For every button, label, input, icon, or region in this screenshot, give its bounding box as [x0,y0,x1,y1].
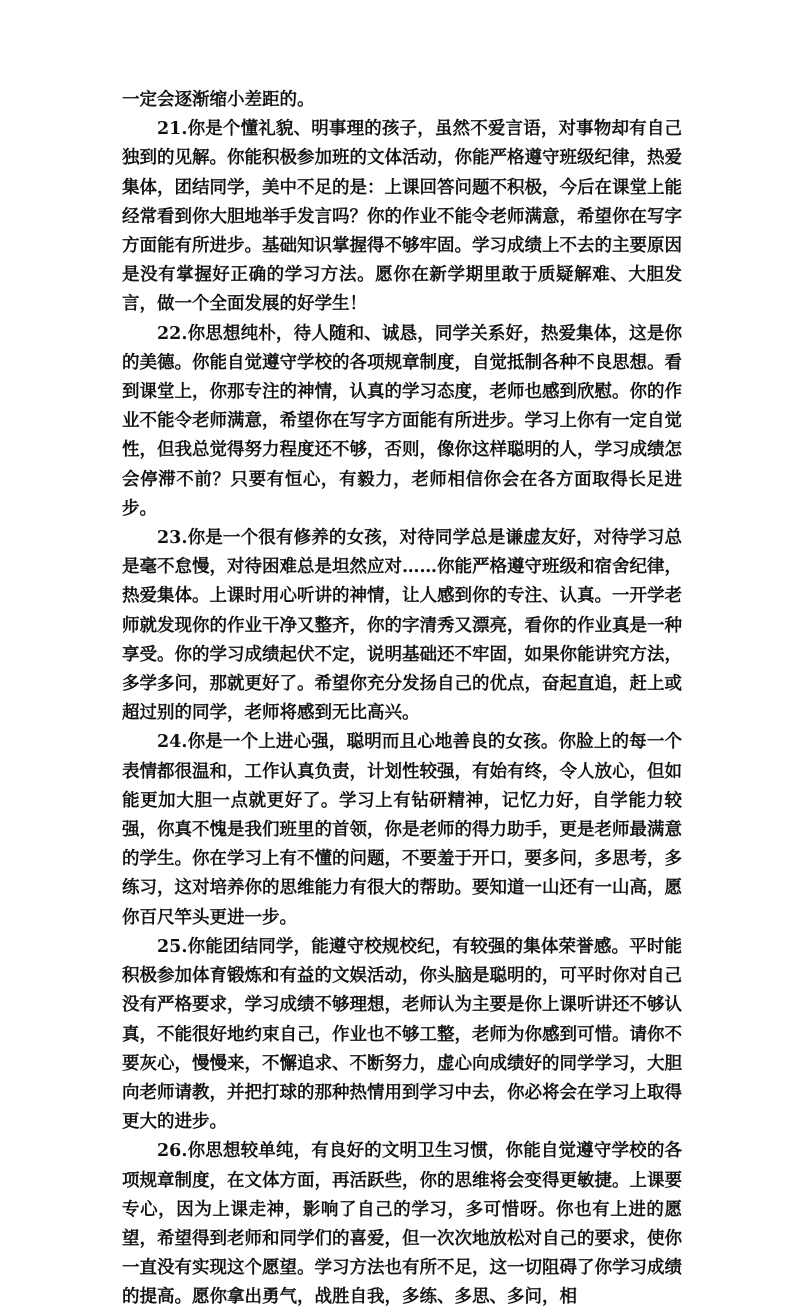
document-page [122,86,682,1313]
comment-paragraph-21: 21.你是个懂礼貌、明事理的孩子，虽然不爱言语，对事物却有自己独到的见解。你能积极参加班的文体活动，你能严格遵守班级纪律，热爱集体，团结同学，美中不足的是：上课回答问题不积极，今后在课堂上能经常看到你大胆地举手发言吗？你的作业不能令老师满意，希望你在写字方面能有所进步。基础知识掌握得不够牢固。学习成绩上不去的主要原因是没有掌握好正确的学习方法。愿你在新学期里敢于质疑解难、大胆发言，做一个全面发展的好学生！ [122,119,682,315]
comment-paragraph-26: 26.你思想较单纯，有良好的文明卫生习惯，你能自觉遵守学校的各项规章制度，在文体方面，再活跃些，你的思维将会变得更敏捷。上课要专心，因为上课走神，影响了自己的学习，多可惜呀。你也有上进的愿望，希望得到老师和同学们的喜爱，但一次次地放松对自己的要求，使你一直没有实现这个愿望。学习方法也有所不足，这一切阻碍了你学习成绩的提高。愿你拿出勇气，战胜自我，多练、多思、多问，相 [122,1141,682,1308]
continuation-paragraph: 一定会逐渐缩小差距的。 [122,90,315,110]
comment-paragraph-25: 25.你能团结同学，能遵守校规校纪，有较强的集体荣誉感。平时能积极参加体育锻炼和有益的文娱活动，你头脑是聪明的，可平时你对自己没有严格要求，学习成绩不够理想，老师认为主要是你上课听讲还不够认真，不能很好地约束自己，作业也不够工整，老师为你感到可惜。请你不要灰心，慢慢来，不懈追求、不断努力，虚心向成绩好的同学学习，大胆向老师请教，并把打球的那种热情用到学习中去，你必将会在学习上取得更大的进步。 [122,936,682,1133]
comment-paragraph-22: 22.你思想纯朴，待人随和、诚恳，同学关系好，热爱集体，这是你的美德。你能自觉遵守学校的各项规章制度，自觉抵制各种不良思想。看到课堂上，你那专注的神情，认真的学习态度，老师也感到欣慰。你的作业不能令老师满意，希望你在写字方面能有所进步。学习上你有一定自觉性，但我总觉得努力程度还不够，否则，像你这样聪明的人，学习成绩怎会停滞不前？只要有恒心，有毅力，老师相信你会在各方面取得长足进步。 [122,323,682,519]
comment-paragraph-23: 23.你是一个很有修养的女孩，对待同学总是谦虚友好，对待学习总是毫不怠慢，对待困难总是坦然应对……你能严格遵守班级和宿舍纪律，热爱集体。上课时用心听讲的神情，让人感到你的专注、认真。一开学老师就发现你的作业干净又整齐，你的字清秀又漂亮，看你的作业真是一种享受。你的学习成绩起伏不定，说明基础还不牢固，如果你能讲究方法，多学多问，那就更好了。希望你充分发扬自己的优点，奋起直追，赶上或超过别的同学，老师将感到无比高兴。 [122,528,682,724]
comment-paragraph-24: 24.你是一个上进心强，聪明而且心地善良的女孩。你脸上的每一个表情都很温和，工作认真负责，计划性较强，有始有终，令人放心，但如能更加大胆一点就更好了。学习上有钻研精神，记忆力好，自学能力较强，你真不愧是我们班里的首领，你是老师的得力助手，更是老师最满意的学生。你在学习上有不懂的问题，不要羞于开口，要多问，多思考，多练习，这对培养你的思维能力有很大的帮助。要知道一山还有一山高，愿你百尺竿头更进一步。 [122,732,682,928]
